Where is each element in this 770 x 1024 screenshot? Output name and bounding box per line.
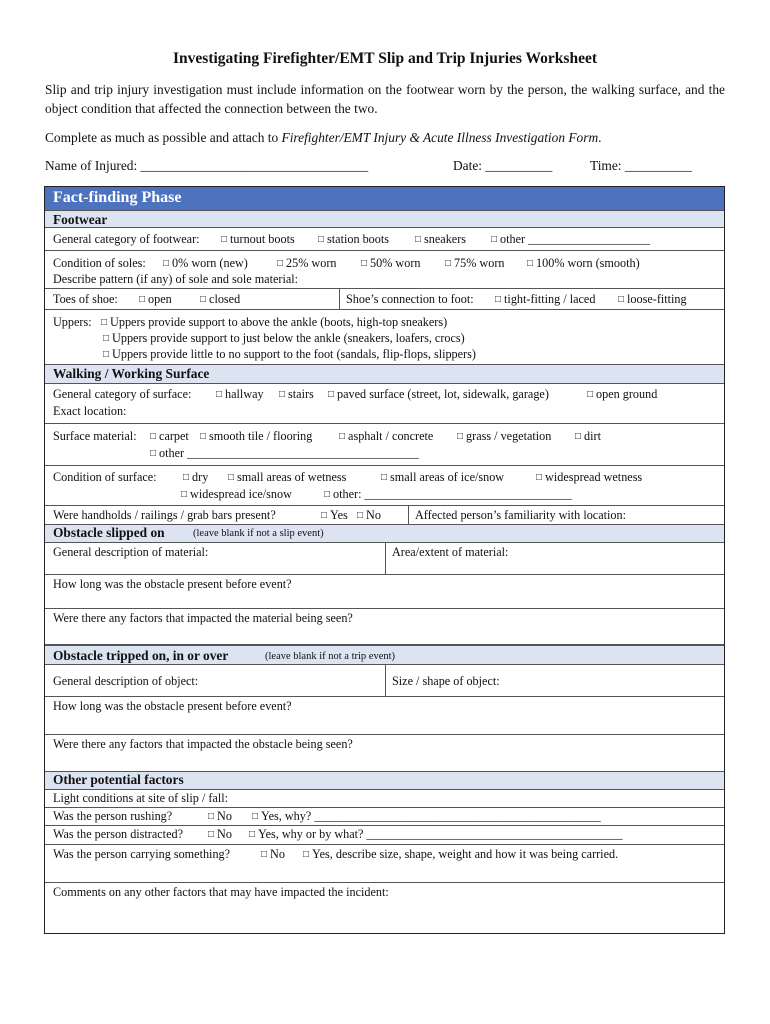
tripped-factors-label: Were there any factors that impacted the obstacle being seen?: [53, 737, 353, 751]
footwear-category-row: [45, 228, 724, 251]
checkbox-carrying-yes[interactable]: □ Yes, describe size, shape, weight and how it was being carried.: [303, 847, 618, 862]
footwear-header: [45, 210, 724, 228]
checkbox-dirt[interactable]: □ dirt: [575, 429, 601, 444]
checkbox-distracted-no[interactable]: □ No: [208, 827, 232, 842]
checkbox-footwear-other[interactable]: □ other ____________________: [491, 232, 650, 247]
surface-header: [45, 365, 724, 384]
checkbox-small-wetness[interactable]: □ small areas of wetness: [228, 470, 346, 485]
sole-pattern-label: Describe pattern (if any) of sole and sole material:: [53, 272, 299, 286]
checkbox-distracted-yes[interactable]: □ Yes, why or by what? __________________________________________: [249, 827, 622, 842]
soles-row: [45, 251, 724, 289]
phase-title: Fact-finding Phase: [53, 189, 182, 206]
slipped-note: (leave blank if not a slip event): [193, 528, 324, 539]
time-field[interactable]: Time: __________: [590, 158, 692, 173]
checkbox-toes-closed[interactable]: □ closed: [200, 292, 240, 307]
checkbox-carrying-no[interactable]: □ No: [261, 847, 285, 862]
material-description-label: General description of material:: [53, 545, 209, 559]
toes-connection-row: [45, 289, 724, 310]
checkbox-rushing-yes[interactable]: □ Yes, why? _______________________________________________: [252, 809, 601, 824]
material-area-label: Area/extent of material:: [392, 545, 509, 559]
shoe-connection-label: Shoe’s connection to foot:: [346, 292, 474, 306]
tripped-howlong-row: [45, 697, 724, 735]
checkbox-condition-other[interactable]: □ other: __________________________________: [324, 487, 572, 502]
rushing-label: Was the person rushing?: [53, 809, 173, 823]
name-of-injured-field[interactable]: Name of Injured: __________________________________: [45, 158, 369, 173]
light-conditions-label: Light conditions at site of slip / fall:: [53, 791, 229, 805]
slipped-header: [45, 525, 724, 543]
surface-category-label: General category of surface:: [53, 387, 192, 401]
surface-material-label: Surface material:: [53, 429, 137, 443]
checkbox-widespread-ice[interactable]: □ widespread ice/snow: [181, 487, 292, 502]
slipped-title: Obstacle slipped on: [53, 525, 165, 540]
checkbox-carpet[interactable]: □ carpet: [150, 429, 189, 444]
tripped-header: [45, 645, 724, 665]
column-divider: [339, 289, 340, 310]
checkbox-grass[interactable]: □ grass / vegetation: [457, 429, 551, 444]
checkbox-hallway[interactable]: □ hallway: [216, 387, 264, 402]
checkbox-uppers-below-ankle[interactable]: □ Uppers provide support to just below the ankle (sneakers, loafers, crocs): [103, 331, 465, 346]
checkbox-small-ice[interactable]: □ small areas of ice/snow: [381, 470, 504, 485]
carrying-label: Was the person carrying something?: [53, 847, 231, 861]
rushing-row: [45, 808, 724, 826]
checkbox-soles-75[interactable]: □ 75% worn: [445, 256, 504, 271]
checkbox-soles-100[interactable]: □ 100% worn (smooth): [527, 256, 640, 271]
checkbox-station-boots[interactable]: □ station boots: [318, 232, 389, 247]
slipped-howlong-row: [45, 575, 724, 609]
surface-condition-label: Condition of surface:: [53, 470, 157, 484]
slipped-description-row: [45, 543, 724, 575]
checkbox-open-ground[interactable]: □ open ground: [587, 387, 657, 402]
checkbox-material-other[interactable]: □ other ______________________________________: [150, 446, 419, 461]
object-description-label: General description of object:: [53, 674, 199, 688]
tripped-factors-row: [45, 735, 724, 772]
column-divider: [408, 506, 409, 525]
intro-paragraph: Slip and trip injury investigation must include information on the footwear worn by the person, the walking surface, and the object condition that affected the connection between the two.: [45, 82, 725, 116]
checkbox-loose-fitting[interactable]: □ loose-fitting: [618, 292, 687, 307]
handholds-label: Were handholds / railings / grab bars present?: [53, 508, 276, 522]
slipped-howlong-label: How long was the obstacle present before event?: [53, 577, 292, 591]
phase-header: [45, 187, 724, 210]
slipped-factors-row: [45, 609, 724, 645]
checkbox-soles-25[interactable]: □ 25% worn: [277, 256, 336, 271]
surface-material-row: [45, 424, 724, 466]
tripped-howlong-label: How long was the obstacle present before event?: [53, 699, 292, 713]
checkbox-handholds-no[interactable]: □ No: [357, 508, 381, 523]
checkbox-sneakers[interactable]: □ sneakers: [415, 232, 466, 247]
checkbox-turnout-boots[interactable]: □ turnout boots: [221, 232, 295, 247]
uppers-row: [45, 310, 724, 365]
column-divider: [385, 543, 386, 575]
carrying-row: [45, 845, 724, 883]
checkbox-dry[interactable]: □ dry: [183, 470, 208, 485]
checkbox-stairs[interactable]: □ stairs: [279, 387, 314, 402]
form-name-link: Firefighter/EMT Injury & Acute Illness Investigation Form: [281, 130, 599, 145]
handholds-row: [45, 506, 724, 525]
column-divider: [385, 665, 386, 697]
checkbox-asphalt[interactable]: □ asphalt / concrete: [339, 429, 433, 444]
tripped-note: (leave blank if not a trip event): [265, 651, 396, 662]
slipped-factors-label: Were there any factors that impacted the material being seen?: [53, 611, 353, 625]
checkbox-uppers-above-ankle[interactable]: □ Uppers provide support to above the ankle (boots, high-top sneakers): [101, 315, 447, 330]
soles-label: Condition of soles:: [53, 256, 146, 270]
surface-condition-row: [45, 466, 724, 506]
checkbox-soles-0[interactable]: □ 0% worn (new): [163, 256, 248, 271]
object-size-label: Size / shape of object:: [392, 674, 500, 688]
checkbox-toes-open[interactable]: □ open: [139, 292, 172, 307]
familiarity-label: Affected person’s familiarity with location:: [415, 508, 626, 522]
other-factors-title: Other potential factors: [53, 772, 184, 787]
checkbox-handholds-yes[interactable]: □ Yes: [321, 508, 348, 523]
surface-title: Walking / Working Surface: [53, 366, 210, 381]
checkbox-smooth-tile[interactable]: □ smooth tile / flooring: [200, 429, 312, 444]
footwear-title: Footwear: [53, 212, 108, 227]
checkbox-uppers-little-support[interactable]: □ Uppers provide little to no support to the foot (sandals, flip-flops, slippers): [103, 347, 476, 362]
complete-suffix: .: [598, 130, 602, 145]
complete-prefix: Complete as much as possible and attach to: [45, 130, 282, 145]
toes-label: Toes of shoe:: [53, 292, 118, 306]
footwear-category-label: General category of footwear:: [53, 232, 200, 246]
distracted-row: [45, 826, 724, 845]
exact-location-label: Exact location:: [53, 404, 127, 418]
distracted-label: Was the person distracted?: [53, 827, 183, 841]
light-conditions-row: [45, 790, 724, 808]
checkbox-widespread-wetness[interactable]: □ widespread wetness: [536, 470, 642, 485]
comments-row[interactable]: [45, 883, 724, 933]
tripped-title: Obstacle tripped on, in or over: [53, 648, 229, 663]
checkbox-tight-fitting[interactable]: □ tight-fitting / laced: [495, 292, 595, 307]
date-field[interactable]: Date: __________: [453, 158, 553, 173]
tripped-description-row: [45, 665, 724, 697]
complete-instruction: [45, 128, 725, 147]
worksheet-form: [44, 186, 725, 934]
worksheet-title: Investigating Firefighter/EMT Slip and Trip Injuries Worksheet: [173, 50, 597, 67]
checkbox-soles-50[interactable]: □ 50% worn: [361, 256, 420, 271]
checkbox-rushing-no[interactable]: □ No: [208, 809, 232, 824]
checkbox-paved-surface[interactable]: □ paved surface (street, lot, sidewalk, garage): [328, 387, 549, 402]
uppers-label: Uppers:: [53, 315, 92, 329]
surface-category-row: [45, 384, 724, 424]
comments-label: Comments on any other factors that may have impacted the incident:: [53, 885, 389, 899]
other-factors-header: [45, 772, 724, 790]
